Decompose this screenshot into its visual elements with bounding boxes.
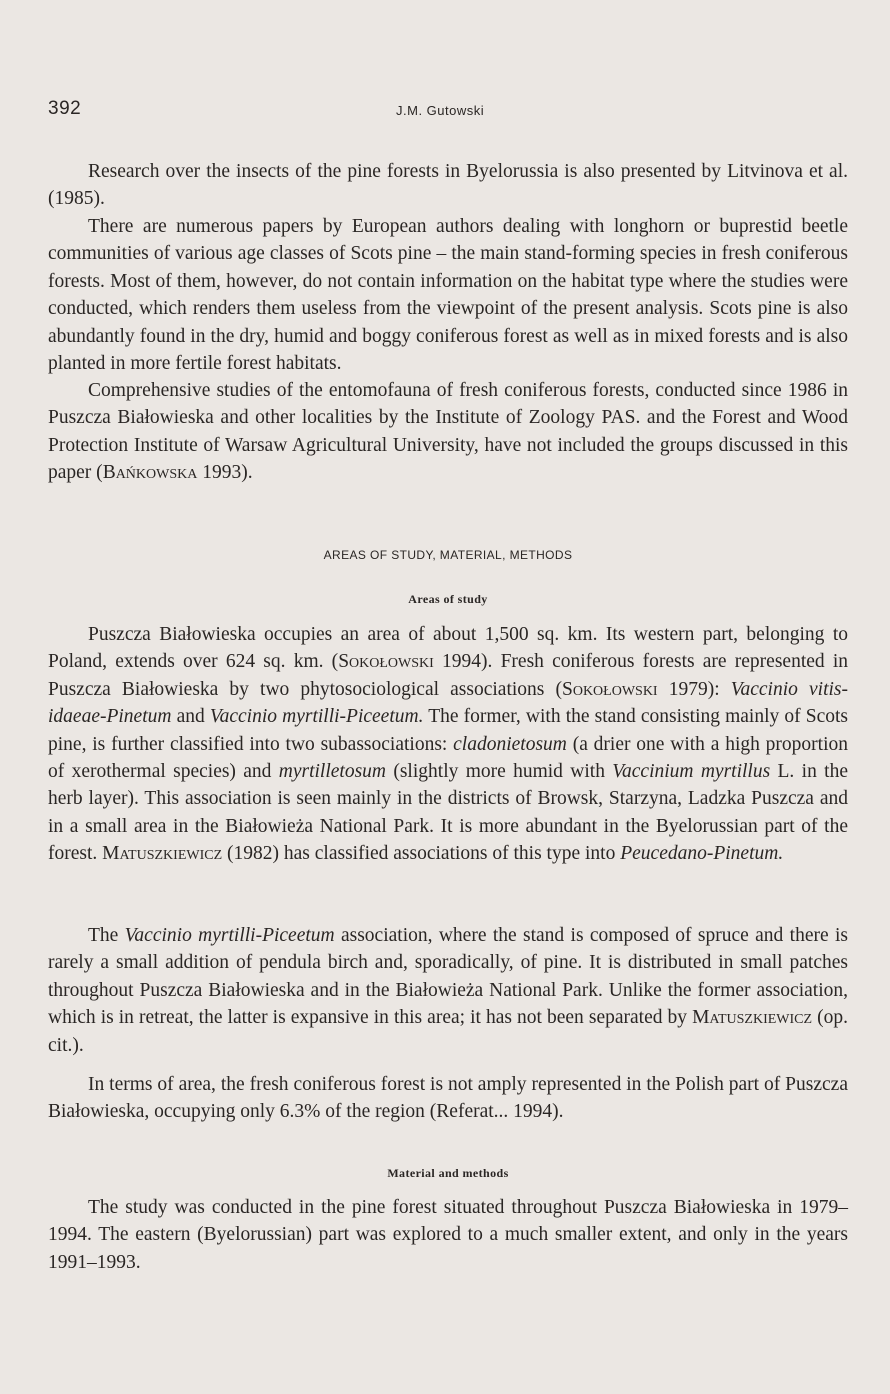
taxon-name: Vaccinium myrtillus — [612, 761, 771, 783]
taxon-name: Vaccinio vitis-idaeae-Pinetum — [48, 678, 848, 728]
paragraph-vaccinio-myrtilli — [48, 922, 848, 1059]
paragraph-puszcza-area — [48, 621, 848, 868]
citation-author: Matuszkiewicz — [102, 843, 223, 865]
paragraph-text: The study was conducted in the pine forest situated throughout Puszcza Białowieska in 1979–1994. The eastern (Byelorussian) part was explored to a much smaller extent, and only in the years 1991–1993. — [48, 1197, 848, 1273]
paragraph-text: (op. cit.). — [48, 1007, 848, 1056]
taxon-name: Vaccinio myrtilli-Piceetum. — [209, 706, 424, 728]
paragraph-text: Comprehensive studies of the entomofauna of fresh coniferous forests, conducted since 1986 in Puszcza Białowieska and other localities by the Institute of Zoology PAS. and the Forest and Wood Protection Institute of Warsaw Agricultural University, have not included the groups discussed in this paper ( — [48, 380, 848, 484]
taxon-name: Peucedano-Pinetum. — [620, 843, 784, 865]
page-number: 392 — [48, 98, 82, 119]
paragraph-european-authors — [48, 213, 848, 377]
paragraph-text: association, where the stand is composed of spruce and there is rarely a small addition of pendula birch and, sporadically, of pine. It is distributed in small patches throughout Puszcza Białowieska and in the Białowieża National Park. Unlike the former association, which is in retreat, the latter is expansive in this area; it has not been separated by — [48, 925, 848, 1029]
paragraph-text: (slightly more humid with — [386, 761, 613, 783]
page-header — [48, 98, 848, 128]
citation-author: Sokołowski — [561, 678, 658, 700]
paragraph-text: There are numerous papers by European authors dealing with longhorn or buprestid beetle communities of various age classes of Scots pine – the main stand-forming species in fresh coniferous forests. Most of them, however, do not contain information on the habitat type where the studies were conducted, which renders them useless from the viewpoint of the present analysis. Scots pine is also abundantly found in the dry, humid and boggy coniferous forest as well as in mixed forests and is also planted in more fertile forest habitats. — [48, 216, 848, 375]
paragraph-text: The — [88, 925, 125, 946]
taxon-name: Vaccinio myrtilli-Piceetum — [124, 925, 335, 946]
paragraph-litvinova — [48, 158, 848, 213]
paragraph-text: 1994). Fresh coniferous forests are represented in Puszcza Białowieska by two phytosociological associations ( — [48, 651, 849, 700]
paragraph-text: and — [171, 706, 210, 728]
paragraph-text: 1993). — [197, 462, 253, 484]
paragraph-text: L. in the herb layer). This association is seen mainly in the districts of Browsk, Starzyna, Ladzka Puszcza and in a small area in the Białowieża National Park. It is more abundant in the Byelorussian part of the forest. — [48, 761, 848, 865]
citation-author: Bańkowska — [102, 462, 198, 484]
paragraph-text: (a drier one with a high proportion of xerothermal species) and — [48, 733, 848, 783]
paragraph-text: Research over the insects of the pine forests in Byelorussia is also presented by Litvinova et al. (1985). — [48, 161, 848, 210]
section-heading: AREAS OF STUDY, MATERIAL, METHODS — [323, 548, 573, 562]
running-head: J.M. Gutowski — [396, 103, 485, 118]
subheading-material-methods: Material and methods — [387, 1166, 509, 1180]
taxon-name: cladonietosum — [453, 733, 567, 755]
citation-author: Sokołowski — [338, 651, 434, 673]
subheading-areas-of-study: Areas of study — [408, 592, 488, 606]
taxon-name: myrtilletosum — [278, 761, 387, 783]
paragraph-area-share — [48, 1071, 848, 1126]
paragraph-comprehensive-studies — [48, 377, 848, 487]
paragraph-study-period — [48, 1194, 848, 1276]
paragraph-text: Puszcza Białowieska occupies an area of about 1,500 sq. km. Its western part, belonging to Poland, extends over 624 sq. km. ( — [48, 624, 848, 673]
paragraph-text: 1979): — [657, 678, 731, 700]
paragraph-text: (1982) has classified associations of this type into — [222, 843, 621, 865]
citation-author: Matuszkiewicz — [692, 1007, 813, 1029]
paragraph-text: The former, with the stand consisting mainly of Scots pine, is further classified into two subassociations: — [48, 706, 848, 755]
paragraph-text: In terms of area, the fresh coniferous forest is not amply represented in the Polish part of Puszcza Białowieska, occupying only 6.3% of the region (Referat... 1994). — [48, 1074, 848, 1123]
